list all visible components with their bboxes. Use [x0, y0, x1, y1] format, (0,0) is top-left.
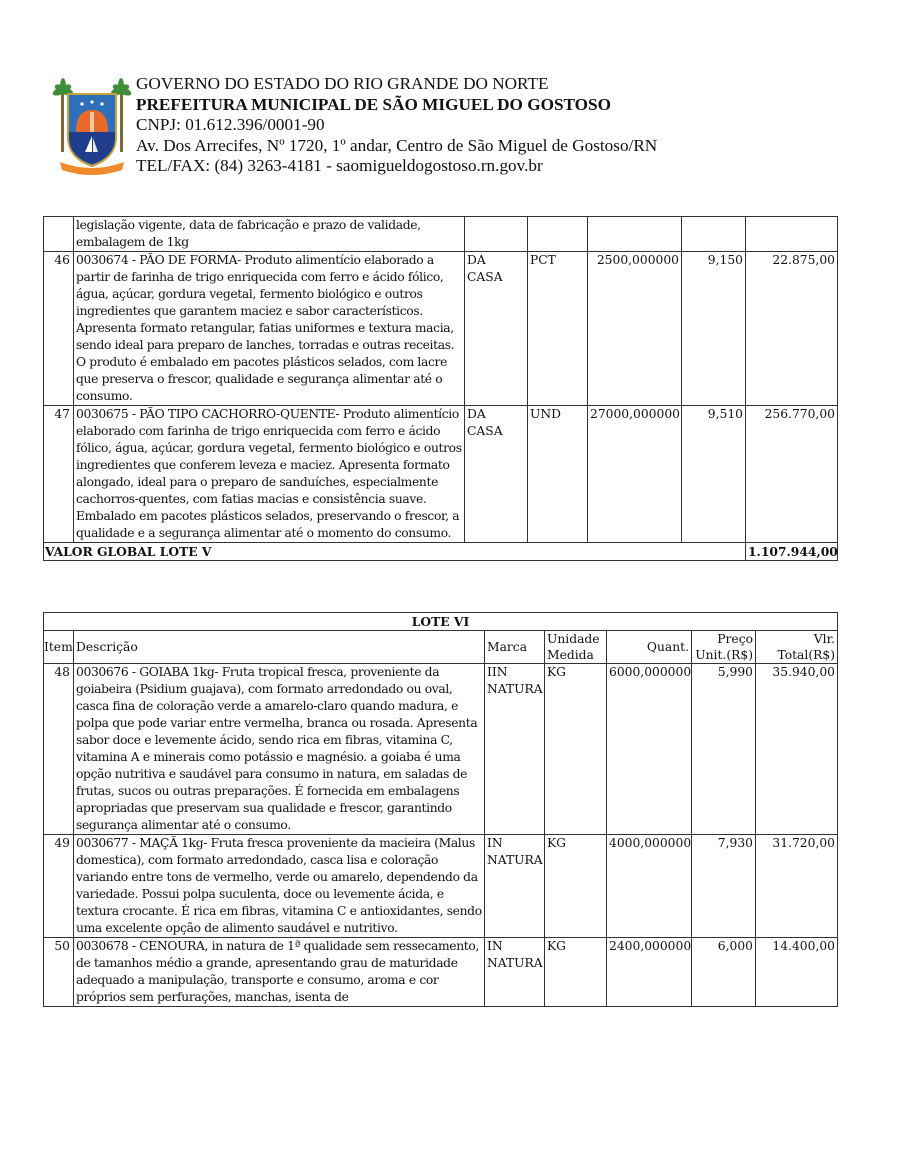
item-brand-line2: NATURA — [487, 853, 543, 867]
item-description: 0030677 - MAÇÃ 1kg- Fruta fresca proveniente da macieira (Malus domestica), com formato arredondado, casca lisa e coloração variando entre tons de vermelho, verde ou amarelo, dependendo da variedade. Possui polpa suculenta, doce ou levemente ácida, e textura crocante. É rica em fibras, vitamina C e antioxidantes, sendo uma excelente opção de alimento saudável e nutritivo. — [74, 835, 485, 938]
letterhead — [52, 74, 752, 184]
item-description: 0030675 - PÃO TIPO CACHORRO-QUENTE- Produto alimentício elaborado com farinha de trigo enriquecida com ferro e ácido fólico, água, açúcar, gordura vegetal, fermento biológico e outros ingredientes que conferem leveza e maciez. Apresenta formato alongado, ideal para o preparo de sanduíches, especialmente cachorros-quentes, com fatias macias e consistência suave. Embalado em pacotes plásticos selados, preservando o frescor, a qualidade e a segurança alimentar até o momento do consumo. — [74, 406, 465, 543]
lote-title: LOTE VI — [44, 613, 838, 631]
item-number: 49 — [44, 835, 74, 938]
column-header-unit — [545, 631, 607, 664]
column-header-unit-price — [692, 631, 756, 664]
column-header-description: Descrição — [74, 631, 485, 664]
item-unit: KG — [545, 835, 607, 938]
item-number: 48 — [44, 664, 74, 835]
table-row — [44, 217, 838, 252]
column-header-row — [44, 631, 838, 664]
item-brand — [485, 938, 545, 1007]
item-quantity: 4000,000000 — [607, 835, 692, 938]
item-quantity: 6000,000000 — [607, 664, 692, 835]
column-header-unit-price-line2: Unit.(R$) — [695, 648, 753, 662]
header-cnpj: CNPJ: 01.612.396/0001-90 — [136, 115, 325, 134]
letterhead-text — [136, 74, 657, 177]
lote-v-table — [43, 216, 838, 561]
item-brand — [465, 217, 528, 252]
item-unit-price: 5,990 — [692, 664, 756, 835]
item-brand — [485, 664, 545, 835]
coat-of-arms-icon — [52, 74, 132, 179]
item-number: 46 — [44, 252, 74, 406]
item-brand: DA CASA — [465, 406, 528, 543]
column-header-brand: Marca — [485, 631, 545, 664]
item-unit: KG — [545, 664, 607, 835]
item-number — [44, 217, 74, 252]
table-row — [44, 835, 838, 938]
item-quantity: 2500,000000 — [588, 252, 682, 406]
item-brand-line1: IN — [487, 939, 503, 953]
column-header-item: Item — [44, 631, 74, 664]
item-unit-price — [682, 217, 746, 252]
item-brand — [485, 835, 545, 938]
item-total: 31.720,00 — [756, 835, 838, 938]
global-total-value: 1.107.944,00 — [746, 543, 838, 561]
item-quantity — [588, 217, 682, 252]
table-row — [44, 664, 838, 835]
item-total: 256.770,00 — [746, 406, 838, 543]
global-total-row — [44, 543, 838, 561]
header-municipality: PREFEITURA MUNICIPAL DE SÃO MIGUEL DO GOSTOSO — [136, 94, 611, 114]
item-brand: DA CASA — [465, 252, 528, 406]
header-state-government: GOVERNO DO ESTADO DO RIO GRANDE DO NORTE — [136, 74, 549, 93]
item-total — [746, 217, 838, 252]
item-unit: PCT — [528, 252, 588, 406]
header-contact: TEL/FAX: (84) 3263-4181 - saomigueldogostoso.rn.gov.br — [136, 156, 543, 175]
item-description: 0030676 - GOIABA 1kg- Fruta tropical fresca, proveniente da goiabeira (Psidium guajava), com formato arredondado ou oval, casca fina de coloração verde a amarelo-claro quando madura, e polpa que pode variar entre vermelha, branca ou rosada. Apresenta sabor doce e levemente ácido, sendo rica em fibras, vitamina C, vitamina A e minerais como potássio e magnésio. a goiaba é uma opção nutritiva e saudável para consumo in natura, em saladas de frutas, sucos ou outras preparações. É fornecida em embalagens apropriadas que preservam sua qualidade e frescor, garantindo segurança alimentar até o consumo. — [74, 664, 485, 835]
item-quantity: 2400,000000 — [607, 938, 692, 1007]
item-unit: UND — [528, 406, 588, 543]
item-brand-line1: IN — [487, 836, 503, 850]
item-unit-price: 9,510 — [682, 406, 746, 543]
column-header-total-line2: Total(R$) — [777, 648, 836, 662]
item-brand-line2: NATURA — [487, 956, 543, 970]
column-header-unit-line2: Medida — [547, 648, 594, 662]
table-row — [44, 938, 838, 1007]
column-header-unit-line1: Unidade — [547, 632, 600, 646]
column-header-quantity: Quant. — [607, 631, 692, 664]
item-unit — [528, 217, 588, 252]
item-unit-price: 6,000 — [692, 938, 756, 1007]
header-address: Av. Dos Arrecifes, Nº 1720, 1º andar, Centro de São Miguel de Gostoso/RN — [136, 135, 658, 155]
item-total: 35.940,00 — [756, 664, 838, 835]
item-description: legislação vigente, data de fabricação e prazo de validade, embalagem de 1kg — [74, 217, 465, 252]
item-unit: KG — [545, 938, 607, 1007]
item-unit-price: 9,150 — [682, 252, 746, 406]
item-description: 0030678 - CENOURA, in natura de 1ª qualidade sem ressecamento, de tamanhos médio a grande, apresentando grau de maturidade adequado a manipulação, transporte e consumo, aroma e cor próprios sem perfurações, manchas, isenta de — [74, 938, 485, 1007]
item-brand-line1: IIN — [487, 665, 508, 679]
item-unit-price: 7,930 — [692, 835, 756, 938]
lote-vi-table — [43, 612, 838, 1007]
column-header-total-line1: Vlr. — [813, 632, 836, 646]
table-row — [44, 252, 838, 406]
item-number: 47 — [44, 406, 74, 543]
item-description: 0030674 - PÃO DE FORMA- Produto alimentício elaborado a partir de farinha de trigo enriquecida com ferro e ácido fólico, água, açúcar, gordura vegetal, fermento biológico e outros ingredientes que garantem maciez e sabor característicos. Apresenta formato retangular, fatias uniformes e textura macia, sendo ideal para preparo de lanches, torradas e outras receitas. O produto é embalado em pacotes plásticos selados, com lacre que preserva o frescor, qualidade e segurança alimentar até o consumo. — [74, 252, 465, 406]
lote-title-row — [44, 613, 838, 631]
item-total: 22.875,00 — [746, 252, 838, 406]
table-row — [44, 406, 838, 543]
item-quantity: 27000,000000 — [588, 406, 682, 543]
item-number: 50 — [44, 938, 74, 1007]
item-brand-line2: NATURA — [487, 682, 543, 696]
column-header-total — [756, 631, 838, 664]
global-total-label: VALOR GLOBAL LOTE V — [44, 543, 746, 561]
item-total: 14.400,00 — [756, 938, 838, 1007]
column-header-unit-price-line1: Preço — [717, 632, 753, 646]
